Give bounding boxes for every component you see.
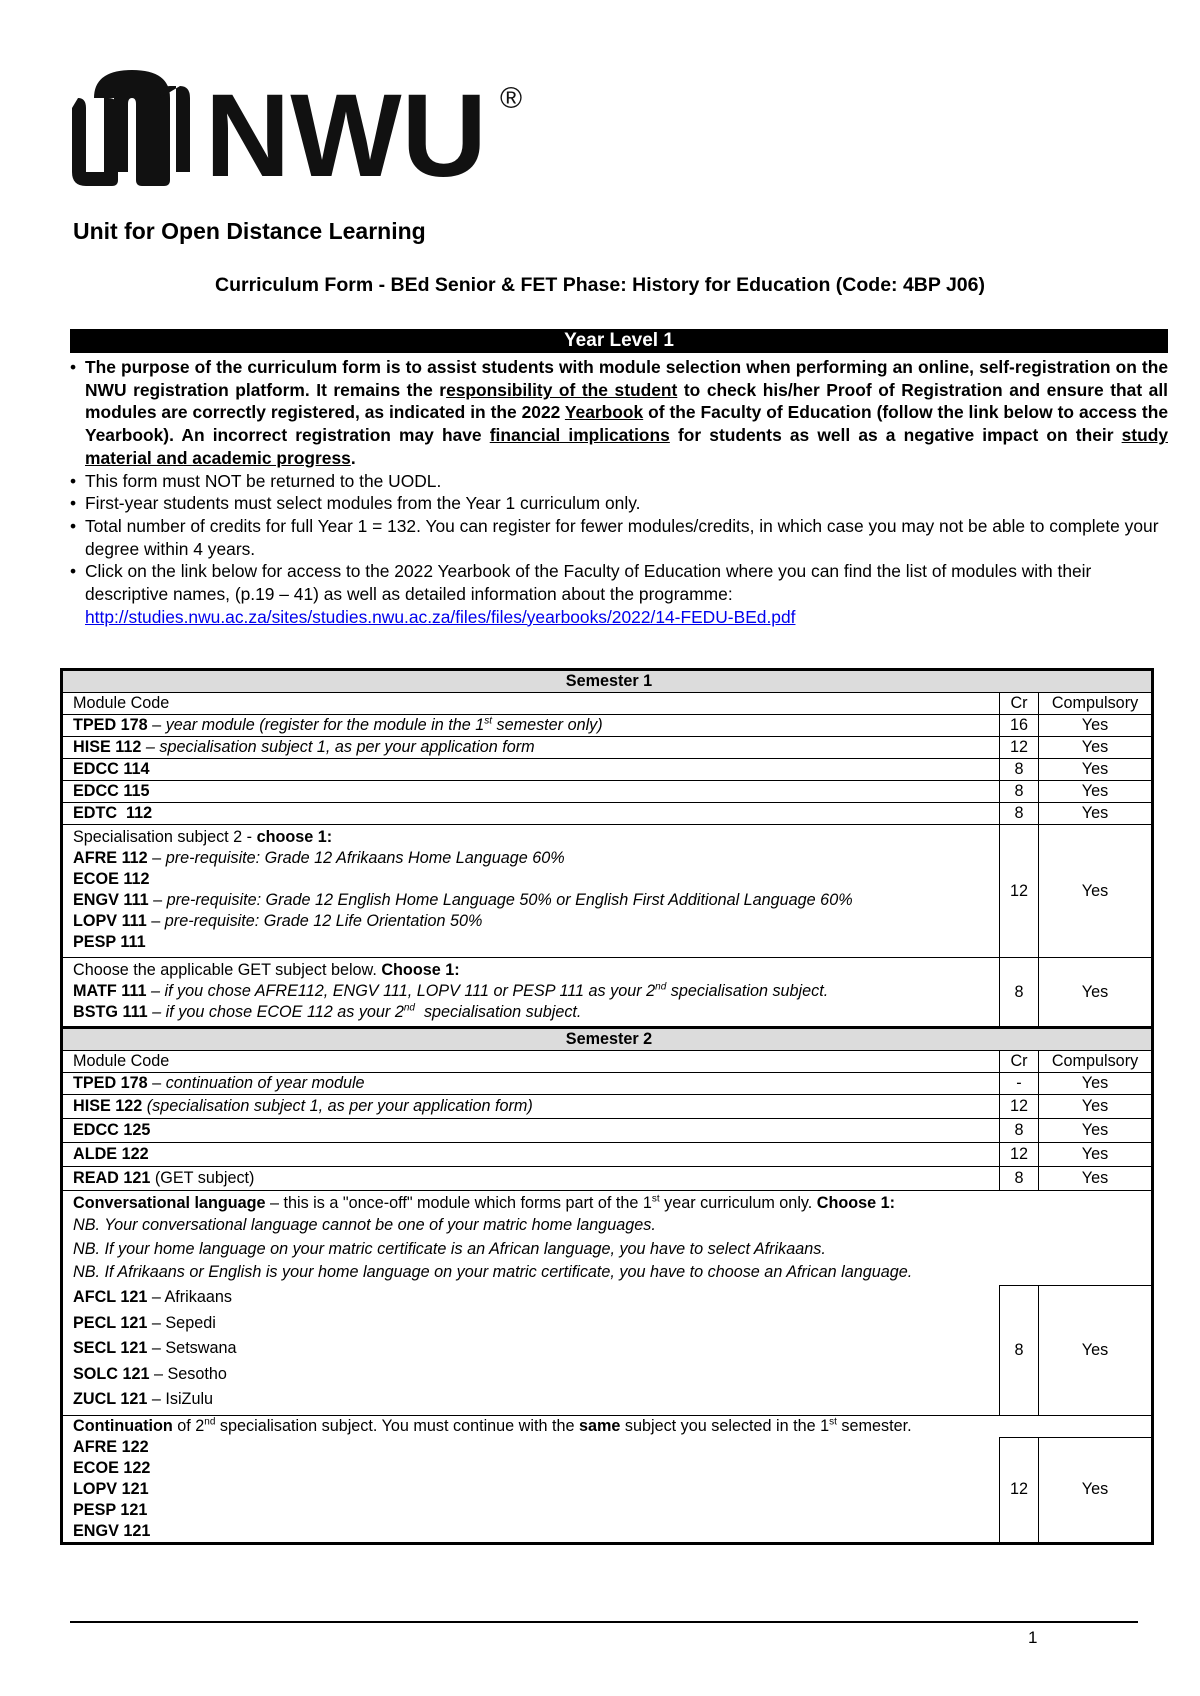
table-row: ALDE 122 12 Yes	[62, 1143, 1153, 1167]
bullet-icon: •	[70, 357, 77, 377]
intro-item-not-returned: • This form must NOT be returned to the UODL.	[70, 470, 442, 491]
bullet-icon: •	[70, 493, 77, 514]
table-row-conversational-options: AFCL 121 – Afrikaans PECL 121 – Sepedi SECL 121 – Setswana SOLC 121 – Sesotho ZUCL 121 – IsiZulu 8 Yes	[62, 1285, 1153, 1415]
intro-item-credits: • Total number of credits for full Year 1 = 132. You can register for fewer modules/credits, in which case you may not be able to complete your degree within 4 years.	[70, 515, 1159, 559]
table-row: EDCC 114 8 Yes	[62, 759, 1153, 781]
intro-item-first-year: • First-year students must select modules from the Year 1 curriculum only.	[70, 493, 641, 514]
intro-item-purpose: • The purpose of the curriculum form is to assist students with module selection when performing an online, self-registration on the NWU registration platform. It remains the responsibility of the student to check his/her Proof of Registration and ensure that all modules are correctly registered, as indicated in the 2022 Yearbook of the Faculty of Education (follow the link below to access the Yearbook). An incorrect registration may have financial implications for students as well as a negative impact on their study material and academic progress.	[70, 357, 1169, 468]
table-row: EDTC 112 8 Yes	[62, 803, 1153, 825]
page-number: 1	[1028, 1628, 1038, 1647]
logo-text: NWU	[205, 70, 487, 188]
table-row: HISE 122 (specialisation subject 1, as per your application form) 12 Yes	[62, 1095, 1153, 1119]
nwu-logo	[70, 68, 530, 188]
table-row-continuation-options: AFRE 122 ECOE 122 LOPV 121 PESP 121 ENGV 121 12 Yes	[62, 1437, 1153, 1544]
unit-title: Unit for Open Distance Learning	[73, 218, 426, 244]
footer-divider	[70, 1621, 1138, 1623]
table-row: TPED 178 – year module (register for the module in the 1st semester only) 16 Yes	[62, 715, 1153, 737]
column-headers: Module Code Cr Compulsory	[62, 693, 1153, 715]
yearbook-link[interactable]: http://studies.nwu.ac.za/sites/studies.nwu.ac.za/files/files/yearbooks/2022/14-FEDU-BEd.pdf	[85, 606, 796, 627]
table-row: TPED 178 – continuation of year module - Yes	[62, 1073, 1153, 1095]
table-row-conversational-intro: Conversational language – this is a "once-off" module which forms part of the 1st year curriculum only. Choose 1: NB. Your conversational language cannot be one of your matric home languages. NB. If your home language on your matric certificate is an African language, you have to select Afrikaans. NB. If Afrikaans or English is your home language on your matric certificate, you have to choose an African language.	[62, 1191, 1153, 1286]
curriculum-table	[60, 668, 1154, 1545]
table-row: READ 121 (GET subject) 8 Yes	[62, 1167, 1153, 1191]
semester-2-header: Semester 2	[62, 1028, 1153, 1051]
bullet-icon: •	[70, 515, 77, 536]
form-title: Curriculum Form - BEd Senior & FET Phase: History for Education (Code: 4BP J06)	[214, 274, 985, 296]
intro-list	[70, 356, 1168, 628]
intro-item-yearbook: • Click on the link below for access to the 2022 Yearbook of the Faculty of Education where you can find the list of modules with their descriptive names, (p.19 – 41) as well as detailed information about the programme: http://studies.nwu.ac.za/sites/studies.nwu.ac.za/files/files/yearbooks/2022/14-FEDU-BEd.pdf	[70, 561, 1092, 627]
table-row-continuation-intro: Continuation of 2nd specialisation subject. You must continue with the same subject you selected in the 1st semester.	[62, 1415, 1153, 1437]
semester-1-header: Semester 1	[62, 670, 1153, 693]
year-level-bar: Year Level 1	[70, 329, 1168, 353]
column-headers: Module Code Cr Compulsory	[62, 1051, 1153, 1073]
table-row: EDCC 115 8 Yes	[62, 781, 1153, 803]
bullet-icon: •	[70, 470, 77, 491]
table-row-specialisation-2: Specialisation subject 2 - choose 1: AFRE 112 – pre-requisite: Grade 12 Afrikaans Home Language 60% ECOE 112 ENGV 111 – pre-requisite: Grade 12 English Home Language 50% or English First Additional Language 60% LOPV 111 – pre-requisite: Grade 12 Life Orientation 50% PESP 111 12 Yes	[62, 825, 1153, 958]
bullet-icon: •	[70, 561, 77, 582]
table-row-get-subject: Choose the applicable GET subject below. Choose 1: MATF 111 – if you chose AFRE112, ENGV 111, LOPV 111 or PESP 111 as your 2nd specialisation subject. BSTG 111 – if you chose ECOE 112 as your 2nd specialisation subject. 8 Yes	[62, 958, 1153, 1028]
table-row: HISE 112 – specialisation subject 1, as per your application form 12 Yes	[62, 737, 1153, 759]
registered-mark: ®	[500, 82, 523, 115]
table-row: EDCC 125 8 Yes	[62, 1119, 1153, 1143]
